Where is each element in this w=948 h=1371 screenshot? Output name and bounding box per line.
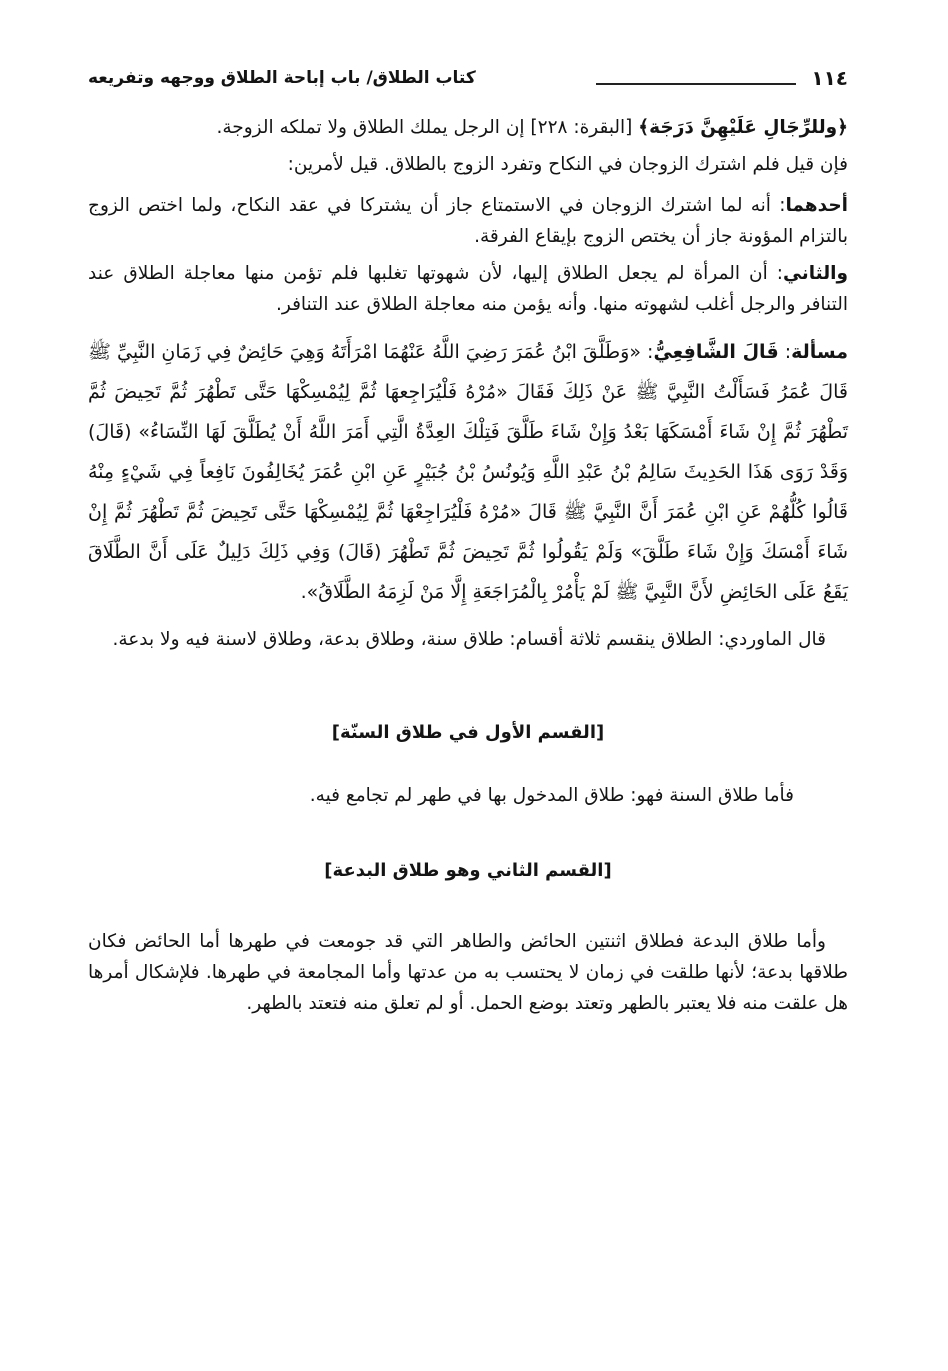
section-heading-bidah: [القسم الثاني وهو طلاق البدعة] bbox=[324, 860, 612, 881]
term-first: أحدهما bbox=[785, 195, 848, 216]
paragraph-text: : أن المرأة لم يجعل الطلاق إليها، لأن شهوتها تغلبها فلم تؤمن منها معاجلة الطلاق عند التنافر والرجل أغلب لشهوته منها. وأنه يؤمن منه معاجلة الطلاق عند التنافر. bbox=[88, 263, 848, 315]
paragraph-mawardi: قال الماوردي: الطلاق ينقسم ثلاثة أقسام: طلاق سنة، وطلاق بدعة، وطلاق لاسنة فيه ولا بدعة. bbox=[112, 629, 826, 650]
quran-quote: ﴿وللرِّجَالِ عَلَيْهِنَّ دَرَجَة﴾ bbox=[638, 117, 848, 138]
page-header bbox=[88, 66, 848, 96]
paragraph-first-reason bbox=[88, 190, 848, 252]
speaker-shafii: قَالَ الشَّافِعِيُّ bbox=[653, 341, 779, 363]
paragraph-text: [البقرة: ٢٢٨] إن الرجل يملك الطلاق ولا تملكه الزوجة. bbox=[216, 117, 639, 138]
paragraph-second-reason bbox=[88, 258, 848, 320]
paragraph-question: فإن قيل فلم اشترك الزوجان في النكاح وتفرد الزوج بالطلاق. قيل لأمرين: bbox=[287, 154, 848, 175]
page-number: ١١٤ bbox=[811, 66, 848, 90]
page-body bbox=[88, 112, 848, 1025]
paragraph-sunnah-definition: فأما طلاق السنة فهو: طلاق المدخول بها في طهر لم تجامع فيه. bbox=[309, 785, 794, 806]
term-second: والثاني bbox=[783, 263, 848, 284]
header-rule bbox=[596, 83, 796, 85]
term-masala: مسألة bbox=[791, 341, 848, 363]
paragraph-quran-ruling bbox=[88, 112, 848, 143]
hadith-text: : «وَطَلَّقَ ابْنُ عُمَرَ رَضِيَ اللَّهُ عَنْهُمَا امْرَأَتَهُ وَهِيَ حَائِضٌ فِي زَمَانِ النَّبِيِّ ﷺ قَالَ عُمَرُ فَسَأَلْتُ النَّبِيَّ ﷺ عَنْ ذَلِكَ فَقَالَ «مُرْهُ فَلْيُرَاجِعهَا ثُمَّ لِيُمْسِكْهَا حَتَّى تَطْهُرَ ثُمَّ تَحِيضَ ثُمَّ تَطْهُرَ ثُمَّ إِنْ شَاءَ أَمْسَكَهَا بَعْدُ وَإِنْ شَاءَ طَلَّقَ فَتِلْكَ العِدَّةُ الَّتِي أَمَرَ اللَّهُ أَنْ يُطَلَّقَ لَهَا النِّسَاءُ» (قَالَ) وَقَدْ رَوَى هَذَا الحَدِيثَ سَالِمُ بْنُ عَبْدِ اللَّهِ وَيُونُسُ بْنُ جُبَيْرٍ عَنِ ابْنِ عُمَرَ يُخَالِفُونَ نَافِعاً فِي شَيْءٍ مِنْهُ قَالُوا كُلُّهُمْ عَنِ ابْنِ عُمَرَ أَنَّ النَّبِيَّ ﷺ قَالَ «مُرْهُ فَلْيُرَاجِعْهَا ثُمَّ لِيُمْسِكْهَا حَتَّى تَحِيضَ ثُمَّ تَطْهُرَ ثُمَّ إِنْ شَاءَ أَمْسَكَ وَإِنْ شَاءَ طَلَّقَ» وَلَمْ يَقُولُوا ثُمَّ تَحِيضَ ثُمَّ تَطْهُرَ (قَالَ) وَفِي ذَلِكَ دَلِيلٌ عَلَى أَنَّ الطَّلَاقَ يَقَعُ عَلَى الحَائِضِ لأَنَّ النَّبِيَّ ﷺ لَمْ يَأْمُرْ بِالْمُرَاجَعَةِ إِلَّا مَنْ لَزِمَهُ الطَّلَاقُ». bbox=[88, 341, 848, 603]
paragraph-masala bbox=[88, 332, 848, 612]
paragraph-bidah-definition: وأما طلاق البدعة فطلاق اثنتين الحائض والطاهر التي قد جومعت في طهرها أما الحائض فكان طلاقها بدعة؛ لأنها طلقت في زمان لا يحتسب به من عدتها وأما المجامعة في طهرها. فلإشكال أمرها هل علقت منه فلا يعتبر بالطهر وتعتد بوضع الحمل. أو لم تعلق منه فتعتد بالطهر. bbox=[88, 931, 848, 1014]
section-heading-sunnah: [القسم الأول في طلاق السنّة] bbox=[331, 722, 605, 743]
paragraph-text: : أنه لما اشترك الزوجان في الاستمتاع جاز أن يشتركا في عقد النكاح، ولما اختص الزوج بالتزام المؤونة جاز أن يختص الزوج بإيقاع الفرقة. bbox=[88, 195, 848, 247]
running-title: كتاب الطلاق/ باب إباحة الطلاق ووجهه وتفريعه bbox=[88, 68, 476, 88]
masala-colon: : bbox=[778, 341, 792, 363]
